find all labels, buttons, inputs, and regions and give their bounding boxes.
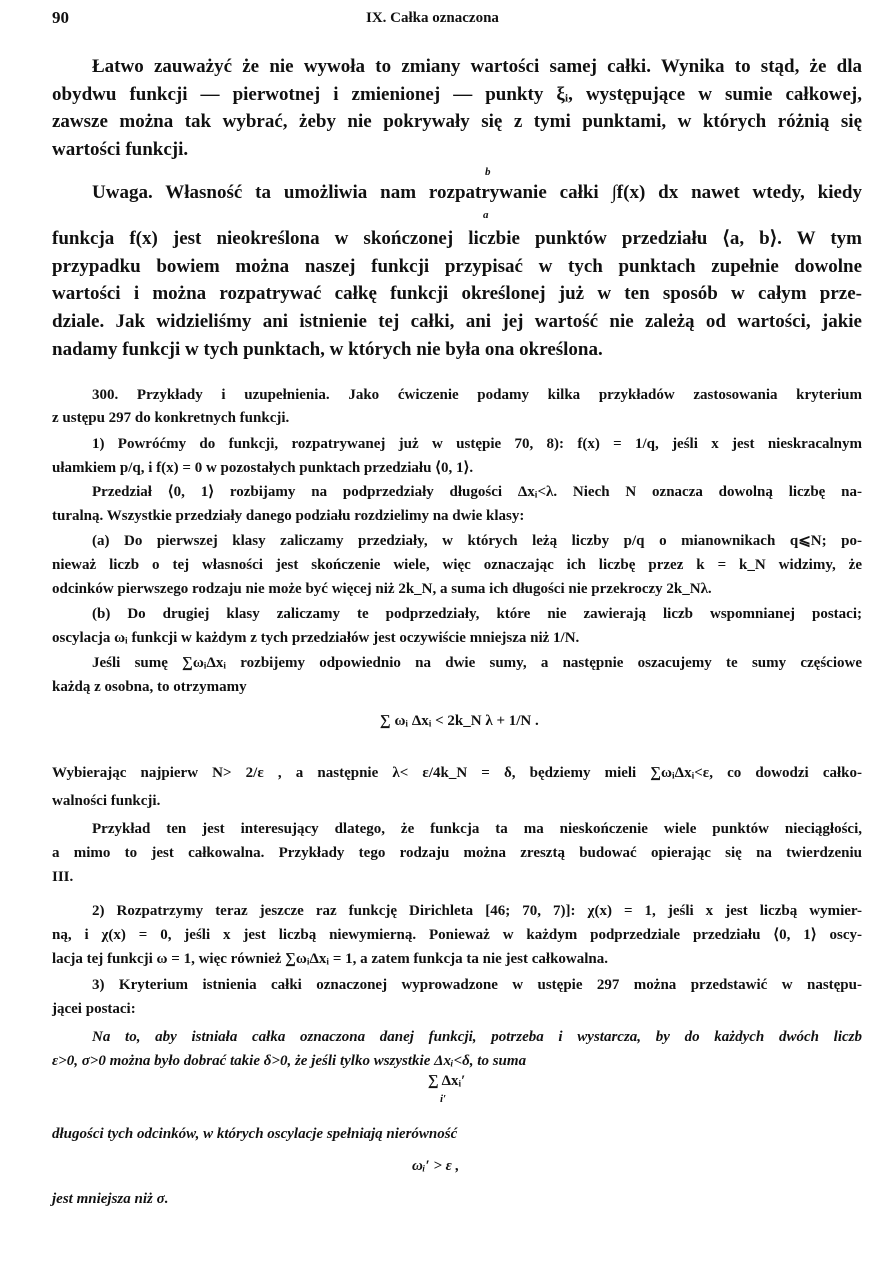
text-line: (b) Do drugiej klasy zaliczamy te podprzedziały, które nie zawierają liczb wspomnianej postaci;: [92, 606, 862, 622]
running-header: IX. Całka oznaczona: [366, 10, 499, 26]
display-formula: ∑ ωᵢ Δxᵢ < 2k_N λ + 1/N .: [380, 713, 539, 729]
sum-index: i′: [440, 1093, 447, 1105]
text-line: Jeśli sumę ∑ωᵢΔxᵢ rozbijemy odpowiednio na dwie sumy, a następnie oszacujemy te sumy częściowe: [92, 655, 862, 671]
text-line: oscylacja ωᵢ funkcji w każdym z tych przedziałów jest oczywiście mniejsza niż 1/N.: [52, 630, 580, 646]
text-line: wartości funkcji.: [52, 139, 189, 160]
text-line: nieważ liczb o tej własności jest skończenie wiele, więc oznaczając ich liczbę przez k = k_N widzimy, że: [52, 557, 862, 573]
text-line: ε>0, σ>0 można było dobrać takie δ>0, że jeśli tylko wszystkie Δxᵢ<δ, to suma: [52, 1053, 527, 1069]
text-line: nadamy funkcji w tych punktach, w których nie była ona określona.: [52, 339, 603, 360]
text-line: zawsze można tak wybrać, żeby nie pokrywały się z tymi punktami, w których różnią się: [52, 111, 862, 132]
text-line: 2) Rozpatrzymy teraz jeszcze raz funkcję Dirichleta [46; 70, 7)]: χ(x) = 1, jeśli x jest liczbą wymier-: [92, 903, 862, 919]
display-formula: ∑ Δxᵢ′: [428, 1073, 466, 1089]
text-line: funkcja f(x) jest nieokreślona w skończonej liczbie punktów przedziału ⟨a, b⟩. W tym: [52, 228, 862, 249]
page-number: 90: [52, 8, 69, 27]
text-line: wartości i można rozpatrywać całkę funkcji określonej już w ten sposób w całym prze-: [52, 283, 862, 304]
display-formula: ωᵢ′ > ε ,: [412, 1158, 460, 1174]
text-line: lacja tej funkcji ω = 1, więc również ∑ωᵢΔxᵢ = 1, a zatem funkcja ta nie jest całkowalna.: [52, 951, 609, 967]
text-line: ną, i χ(x) = 0, jeśli x jest liczbą niewymierną. Ponieważ w każdym podprzedziale przedziału ⟨0, 1⟩ oscy-: [52, 927, 862, 943]
text-line: dziale. Jak widzieliśmy ani istnienie tej całki, ani jej wartość nie zależą od wartości, jakie: [52, 311, 862, 332]
text-line: turalną. Wszystkie przedziały danego podziału rozdzielimy na dwie klasy:: [52, 508, 525, 524]
text-line: jest mniejsza niż σ.: [52, 1191, 169, 1207]
text-line: długości tych odcinków, w których oscylacje spełniają nierówność: [52, 1126, 458, 1142]
text-line: jącei postaci:: [52, 1001, 136, 1017]
text-line: 3) Kryterium istnienia całki oznaczonej wyprowadzone w ustępie 297 można przedstawić w następu-: [92, 977, 862, 993]
text-line: 300. Przykłady i uzupełnienia. Jako ćwiczenie podamy kilka przykładów zastosowania kryterium: [92, 387, 862, 403]
text-line: III.: [52, 869, 74, 885]
text-line: Uwaga. Własność ta umożliwia nam rozpatrywanie całki ∫f(x) dx nawet wtedy, kiedy: [92, 182, 862, 203]
text-line: (a) Do pierwszej klasy zaliczamy przedziały, w których leżą liczby p/q o mianownikach q⩽N; po-: [92, 533, 862, 549]
text-line: Na to, aby istniała całka oznaczona danej funkcji, potrzeba i wystarcza, by do każdych dwóch liczb: [92, 1029, 862, 1045]
text-line: Przykład ten jest interesujący dlatego, że funkcja ta ma nieskończenie wiele punktów nieciągłości,: [92, 821, 862, 837]
text-line: a mimo to jest całkowalna. Przykłady tego rodzaju można zresztą budować opierając się na twierdzeniu: [52, 845, 862, 861]
text-line: obydwu funkcji — pierwotnej i zmienionej — punkty ξᵢ, występujące w sumie całkowej,: [52, 84, 862, 105]
text-line: 1) Powróćmy do funkcji, rozpatrywanej już w ustępie 70, 8): f(x) = 1/q, jeśli x jest nieskracalnym: [92, 436, 862, 452]
text-line: z ustępu 297 do konkretnych funkcji.: [52, 410, 290, 426]
text-line: ułamkiem p/q, i f(x) = 0 w pozostałych punktach przedziału ⟨0, 1⟩.: [52, 460, 474, 476]
text-line: Przedział ⟨0, 1⟩ rozbijamy na podprzedziały długości Δxᵢ<λ. Niech N oznacza dowolną liczbę na-: [92, 484, 862, 500]
integral-lower-limit: a: [483, 209, 489, 221]
text-line: Wybierając najpierw N> 2/ε , a następnie λ< ε/4k_N = δ, będziemy mieli ∑ωᵢΔxᵢ<ε, co dowodzi całko-: [52, 765, 862, 781]
text-line: odcinków pierwszego rodzaju nie może być więcej niż 2k_N, a suma ich długości nie przekroczy 2k_Nλ.: [52, 581, 712, 597]
text-line: każdą z osobna, to otrzymamy: [52, 679, 247, 695]
integral-upper-limit: b: [485, 166, 491, 178]
text-line: walności funkcji.: [52, 793, 161, 809]
text-line: przypadku bowiem można naszej funkcji przypisać w tych punktach zupełnie dowolne: [52, 256, 862, 277]
text-line: Łatwo zauważyć że nie wywoła to zmiany wartości samej całki. Wynika to stąd, że dla: [92, 56, 862, 77]
